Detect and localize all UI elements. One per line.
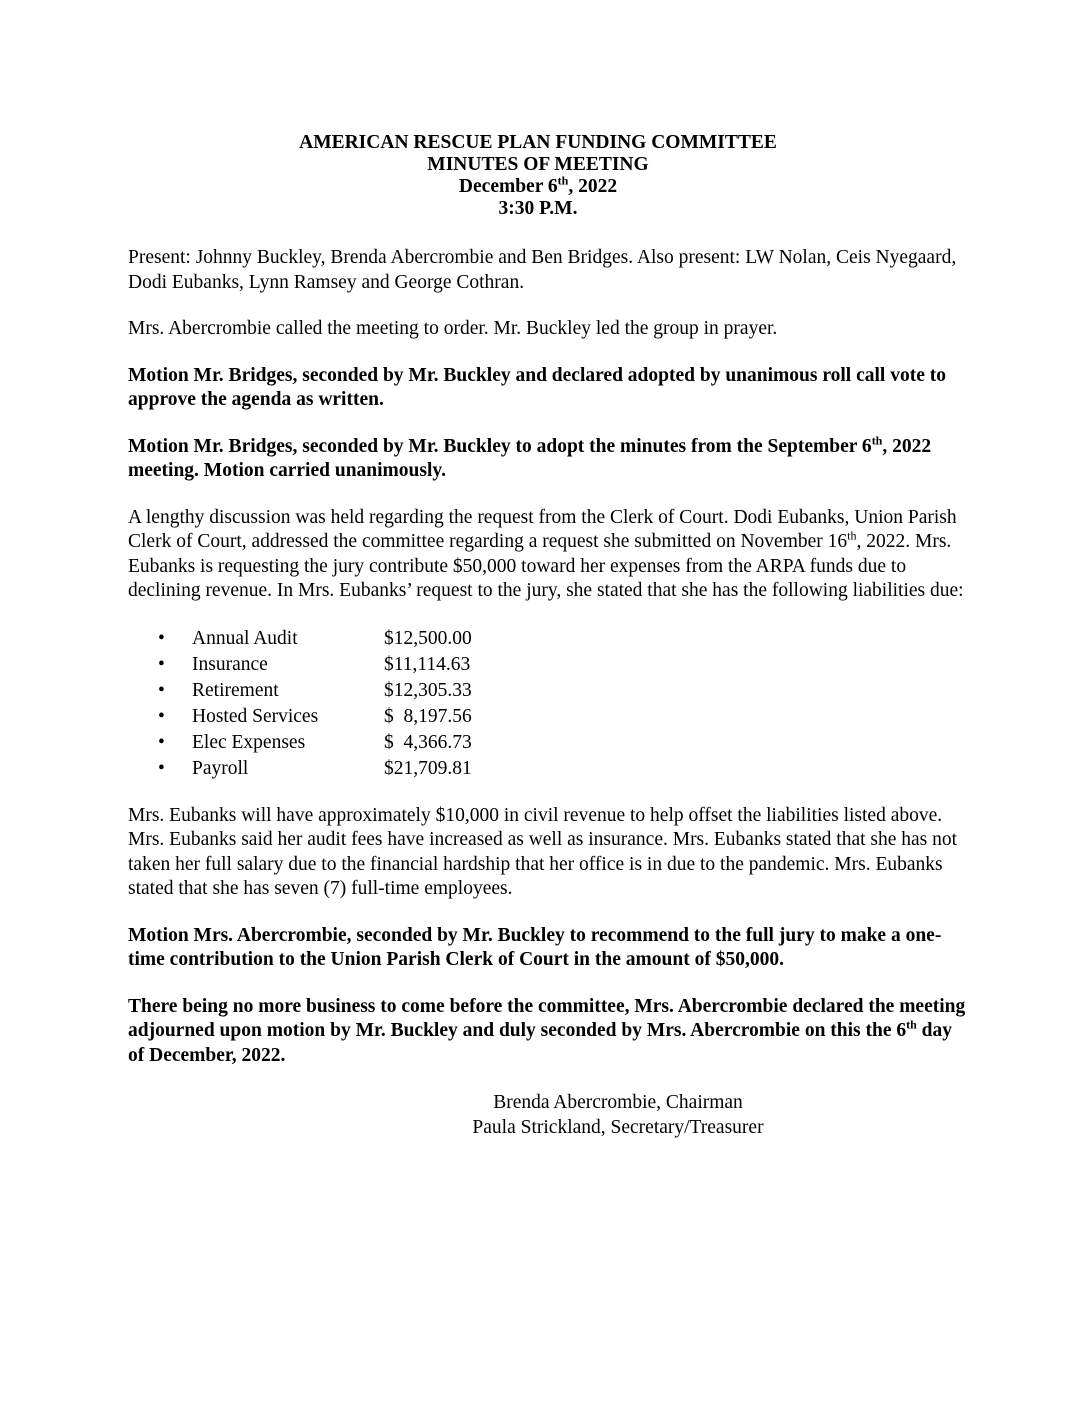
liability-amount: $12,500.00 — [384, 627, 472, 649]
liability-amount: $ 4,366.73 — [384, 731, 472, 753]
bullet-icon: • — [158, 705, 165, 727]
adjournment-paragraph: There being no more business to come before the committee, Mrs. Abercrombie declared the meeting adjourned upon motion by Mr. Buckley and duly seconded by Mrs. Abercrombie on this the 6th day of December, 2022. — [128, 995, 966, 1066]
meeting-date: December 6th, 2022 — [458, 173, 618, 197]
contribution-motion: Motion Mrs. Abercrombie, seconded by Mr. Buckley to recommend to the full jury to make a one-time contribution to the Union Parish Clerk of Court in the amount of $50,000. — [128, 924, 942, 970]
liability-amount: $11,114.63 — [384, 653, 471, 675]
list-item — [128, 756, 968, 782]
discussion-paragraph: A lengthy discussion was held regarding the request from the Clerk of Court. Dodi Eubanks, Union Parish Clerk of Court, addressed the committee regarding a request she submitted on November 16th, 2022. Mrs. Eubanks is requesting the jury contribute $50,000 toward her expenses from the ARPA funds due to declining revenue. In Mrs. Eubanks’ request to the jury, she stated that she has the following liabilities due: — [128, 506, 964, 601]
document-title: MINUTES OF MEETING — [427, 154, 649, 175]
minutes-document — [128, 132, 968, 1140]
liability-amount: $12,305.33 — [384, 679, 472, 701]
call-to-order-paragraph: Mrs. Abercrombie called the meeting to order. Mr. Buckley led the group in prayer. — [128, 318, 778, 339]
bullet-icon: • — [158, 627, 165, 649]
list-item — [128, 652, 968, 678]
liabilities-list — [128, 626, 968, 782]
liability-name: Hosted Services — [192, 705, 319, 727]
liability-name: Annual Audit — [192, 627, 298, 649]
liability-name: Payroll — [192, 757, 249, 779]
liability-name: Retirement — [192, 679, 279, 701]
document-header — [108, 132, 968, 220]
liability-name: Elec Expenses — [192, 731, 306, 753]
signature-block — [268, 1090, 968, 1140]
agenda-motion: Motion Mr. Bridges, seconded by Mr. Buckley and declared adopted by unanimous roll call vote to approve the agenda as written. — [128, 364, 946, 410]
revenue-paragraph: Mrs. Eubanks will have approximately $10,000 in civil revenue to help offset the liabilities listed above. Mrs. Eubanks said her audit fees have increased as well as insurance. Mrs. Eubanks stated that she has not taken her full salary due to the financial hardship that her office is in due to the pandemic. Mrs. Eubanks stated that she has seven (7) full-time employees. — [128, 804, 958, 899]
liability-name: Insurance — [192, 653, 268, 675]
committee-title: AMERICAN RESCUE PLAN FUNDING COMMITTEE — [299, 132, 777, 153]
liability-amount: $ 8,197.56 — [384, 705, 472, 727]
list-item — [128, 626, 968, 652]
bullet-icon: • — [158, 731, 165, 753]
liability-amount: $21,709.81 — [384, 757, 472, 779]
minutes-motion: Motion Mr. Bridges, seconded by Mr. Buckley to adopt the minutes from the September 6th, 2022 meeting. Motion carried unanimously. — [128, 433, 932, 481]
list-item — [128, 730, 968, 756]
list-item — [128, 678, 968, 704]
bullet-icon: • — [158, 653, 165, 675]
chairman-signature: Brenda Abercrombie, Chairman — [493, 1092, 743, 1113]
secretary-signature: Paula Strickland, Secretary/Treasurer — [472, 1117, 764, 1138]
meeting-time: 3:30 P.M. — [498, 198, 578, 219]
list-item — [128, 704, 968, 730]
attendance-paragraph: Present: Johnny Buckley, Brenda Abercrombie and Ben Bridges. Also present: LW Nolan, Ceis Nyegaard, Dodi Eubanks, Lynn Ramsey and George Cothran. — [128, 247, 957, 293]
bullet-icon: • — [158, 679, 165, 701]
bullet-icon: • — [158, 757, 165, 779]
